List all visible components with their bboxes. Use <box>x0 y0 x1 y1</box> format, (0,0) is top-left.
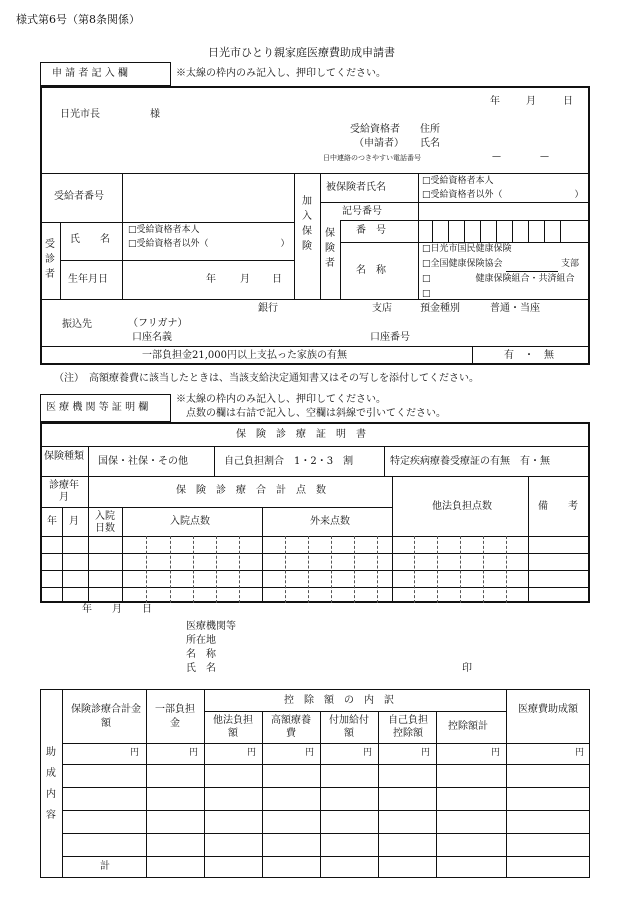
insured-name-label: 被保険者氏名 <box>326 182 386 193</box>
number-label: 番 号 <box>356 225 386 236</box>
insurance-type-values[interactable]: 国保・社保・その他 <box>98 456 188 467</box>
other-law-header: 他法負担額 <box>213 715 253 739</box>
copay-rate[interactable]: 自己負担割合 1・2・3 割 <box>224 456 354 467</box>
subsidy-side-label: 助成内容 <box>46 747 56 821</box>
patient-other-option[interactable]: □受給資格者以外（ ） <box>128 239 290 249</box>
insurer-other-option[interactable]: □ <box>422 289 431 299</box>
address-label: 住所 <box>420 124 440 135</box>
insurer-name-label: 名 称 <box>356 265 386 276</box>
outpatient-points-label: 外来点数 <box>310 516 350 527</box>
mayor-addressee: 日光市長 <box>60 109 100 120</box>
institution-name-label: 名 称 <box>186 649 216 660</box>
insurer-kumiai-option[interactable]: □ 健康保険組合・共済組合 <box>422 274 575 284</box>
birth-year-unit: 年 <box>206 274 216 285</box>
self-deduction-header: 自己負担控除額 <box>388 715 428 739</box>
applicant-paren: （申請者） <box>354 138 404 149</box>
insurer-kyokai-option[interactable]: □全国健康保険協会 <box>422 259 503 269</box>
phone-label: 日中連絡のつきやすい電話番号 <box>323 154 421 162</box>
total-points-label: 保 険 診 療 合 計 点 数 <box>176 485 326 496</box>
phone-dash-2: — <box>540 152 549 162</box>
patient-side-label: 受診者 <box>45 239 55 280</box>
yen-unit: 円 <box>575 748 585 758</box>
family-answer[interactable]: 有 ・ 無 <box>504 350 554 361</box>
yen-unit: 円 <box>247 748 257 758</box>
deposit-type-label: 預金種別 <box>420 303 460 314</box>
yen-unit: 円 <box>305 748 315 758</box>
date-day-label: 日 <box>563 96 573 107</box>
yen-unit: 円 <box>189 748 199 758</box>
recipient-number-label: 受給者番号 <box>54 191 104 202</box>
remarks-label: 備 考 <box>538 501 578 512</box>
medical-note-2: 点数の欄は右詰で記入し、空欄は斜線で引いてください。 <box>186 408 446 419</box>
phone-dash-1: — <box>492 152 501 162</box>
insurer-kokuho-option[interactable]: □日光市国民健康保険 <box>422 244 512 254</box>
medical-subsidy-header: 医療費助成額 <box>518 704 578 715</box>
account-number-label: 口座番号 <box>370 332 410 343</box>
birthdate-label: 生年月日 <box>68 274 108 285</box>
doctor-name-label: 氏 名 <box>186 663 216 674</box>
cert-title: 保 険 診 療 証 明 書 <box>236 429 366 440</box>
insurance-side-label: 加入保険 <box>302 196 312 252</box>
seal-mark: 印 <box>462 663 472 674</box>
year-col-label: 年 <box>47 516 57 527</box>
insurer-kyokai-branch: 支部 <box>561 259 580 269</box>
birth-day-unit: 日 <box>272 274 282 285</box>
family-question: 一部負担金21,000円以上支払った家族の有無 <box>142 350 347 361</box>
applicant-header: 申 請 者 記 入 欄 <box>52 68 128 79</box>
furigana-label: （フリガナ） <box>128 318 188 329</box>
date-year-label: 年 <box>490 96 500 107</box>
copay-header: 一部負担金 <box>155 704 195 729</box>
patient-self-option[interactable]: □受給資格者本人 <box>128 225 200 235</box>
specific-disease[interactable]: 特定疾病療養受療証の有無 有・無 <box>390 456 550 467</box>
date-month-label: 月 <box>526 96 536 107</box>
yen-unit: 円 <box>491 748 501 758</box>
insured-other-option[interactable]: □受給資格者以外（ ） <box>422 190 584 200</box>
inpatient-days-label: 入院日数 <box>95 511 115 534</box>
mayor-honorific: 様 <box>150 109 160 120</box>
certification-date: 年 月 日 <box>82 604 152 615</box>
high-cost-header: 高額療養費 <box>271 715 311 739</box>
recipient-label: 受給資格者 <box>350 124 400 135</box>
other-law-points-label: 他法負担点数 <box>432 501 492 512</box>
insurance-total-header: 保険診療合計金額 <box>71 704 141 729</box>
inpatient-points-label: 入院点数 <box>170 516 210 527</box>
bank-label: 銀行 <box>258 303 278 314</box>
deduction-header: 控 除 額 の 内 訳 <box>284 695 394 706</box>
institution-label: 医療機関等 <box>186 621 236 632</box>
medical-note-1: ※太線の枠内のみ記入し、押印してください。 <box>176 394 386 405</box>
page-title: 日光市ひとり親家庭医療費助成申請書 <box>208 46 395 59</box>
insured-self-option[interactable]: □受給資格者本人 <box>422 176 494 186</box>
branch-label: 支店 <box>372 303 392 314</box>
transfer-label: 振込先 <box>62 319 92 330</box>
insurance-type-label: 保険種類 <box>44 451 84 462</box>
applicant-note: ※太線の枠内のみ記入し、押印してください。 <box>176 68 386 79</box>
name-label: 氏名 <box>420 138 440 149</box>
yen-unit: 円 <box>363 748 373 758</box>
form-number: 様式第6号（第8条関係） <box>16 13 140 26</box>
location-label: 所在地 <box>186 635 216 646</box>
symbol-number-label: 記号番号 <box>342 206 382 217</box>
yen-unit: 円 <box>421 748 431 758</box>
medical-header: 医 療 機 関 等 証 明 欄 <box>46 402 149 413</box>
yen-unit: 円 <box>130 748 140 758</box>
patient-name-label: 氏 名 <box>70 234 110 245</box>
deduction-total-header: 控除額計 <box>448 721 488 732</box>
insurer-side-label: 保険者 <box>325 228 335 269</box>
additional-benefit-header: 付加給付額 <box>329 715 369 739</box>
account-holder-label: 口座名義 <box>132 332 172 343</box>
notice: （注） 高額療養費に該当したときは、当該支給決定通知書又はその写しを添付してください。 <box>54 373 479 384</box>
deposit-type-values[interactable]: 普通・当座 <box>490 303 540 314</box>
month-col-label: 月 <box>69 516 79 527</box>
service-month-label: 診療年月 <box>49 480 79 503</box>
total-row-label: 計 <box>100 861 110 872</box>
birth-month-unit: 月 <box>240 274 250 285</box>
